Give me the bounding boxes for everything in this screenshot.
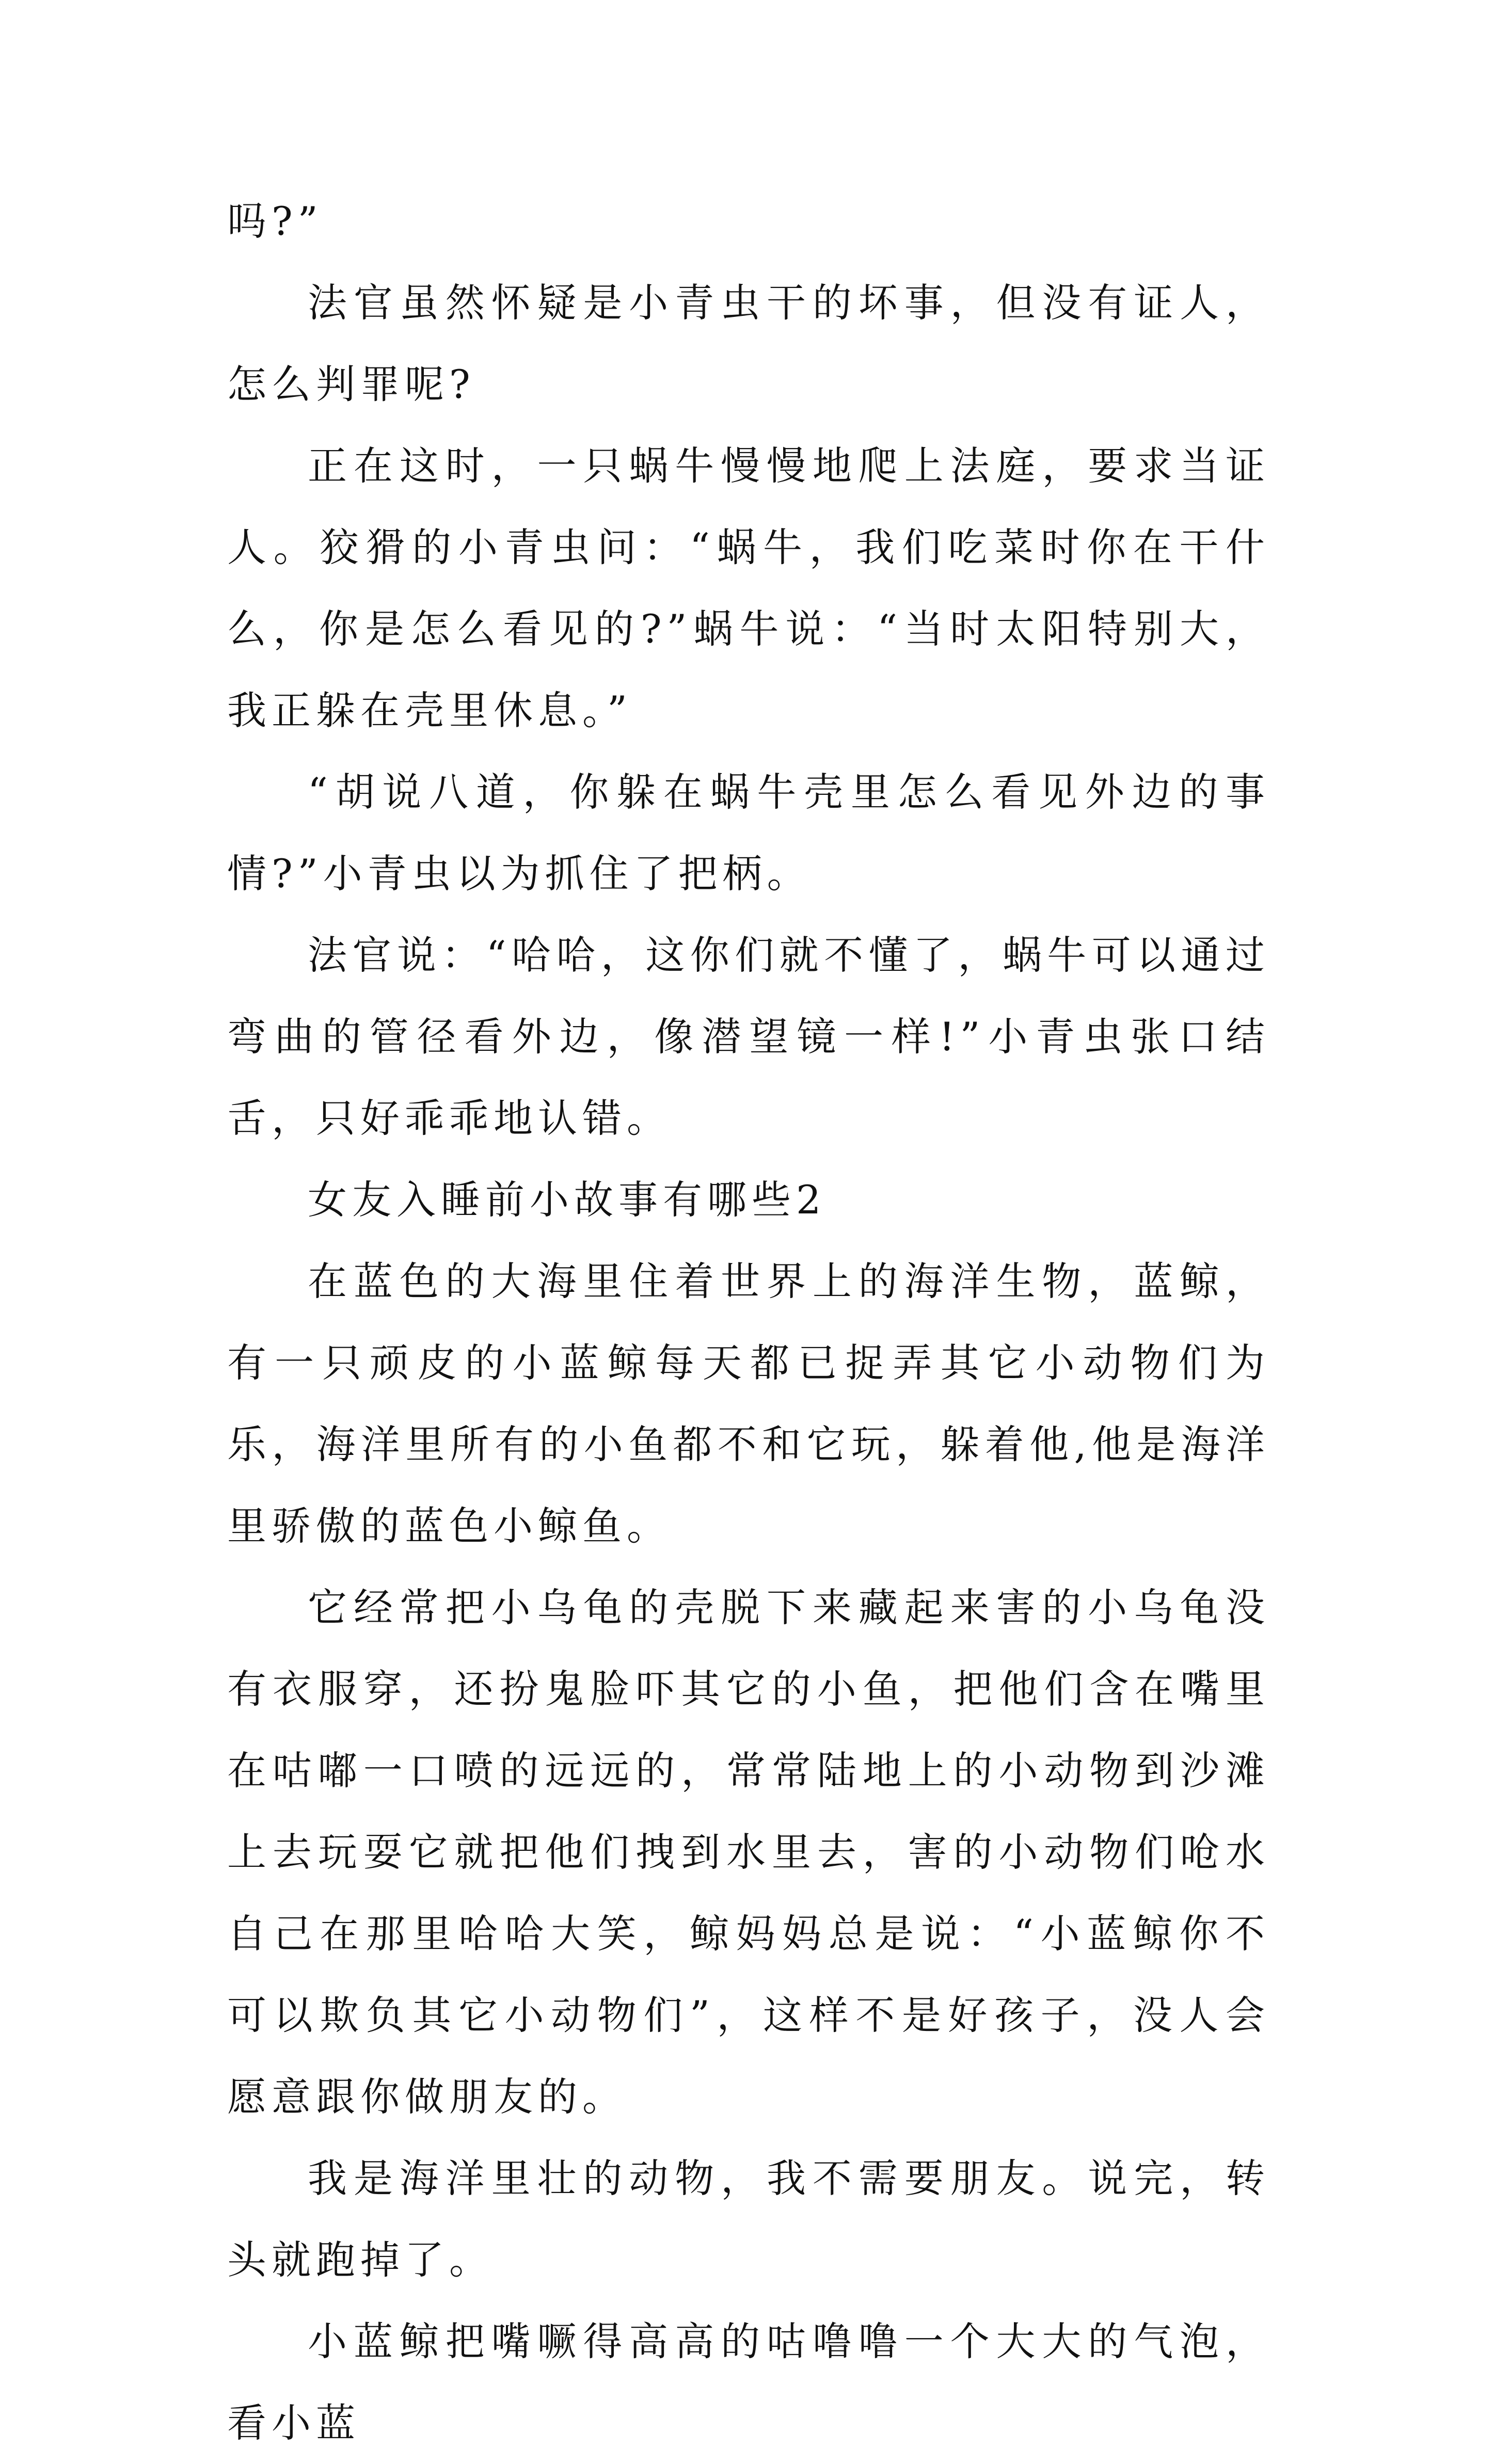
paragraph: 吗?” xyxy=(227,198,323,244)
paragraph: 它经常把小乌龟的壳脱下来藏起来害的小乌龟没有衣服穿，还扮鬼脸吓其它的小鱼，把他们含在嘴里在咕嘟一口喷的远远的，常常陆地上的小动物到沙滩上去玩耍它就把他们拽到水里去，害的小动物们呛水自己在那里哈哈大笑，鲸妈妈总是说：“小蓝鲸你不可以欺负其它小动物们”，这样不是好孩子，没人会愿意跟你做朋友的。 xyxy=(227,1585,1270,2120)
section-heading: 女友入睡前小故事有哪些2 xyxy=(308,1177,827,1223)
story-text xyxy=(227,181,1270,2464)
paragraph: 小蓝鲸把嘴噘得高高的咕噜噜一个大大的气泡，看小蓝 xyxy=(227,2318,1270,2446)
paragraph: 法官虽然怀疑是小青虫干的坏事，但没有证人，怎么判罪呢? xyxy=(227,280,1270,407)
paragraph: “胡说八道，你躲在蜗牛壳里怎么看见外边的事情?”小青虫以为抓住了把柄。 xyxy=(227,769,1270,897)
paragraph: 正在这时，一只蜗牛慢慢地爬上法庭，要求当证人。狡猾的小青虫问：“蜗牛，我们吃菜时你在干什么，你是怎么看见的?”蜗牛说：“当时太阳特别大，我正躲在壳里休息。” xyxy=(227,443,1270,733)
paragraph: 法官说：“哈哈，这你们就不懂了，蜗牛可以通过弯曲的管径看外边，像潜望镜一样!”小青虫张口结舌，只好乖乖地认错。 xyxy=(227,932,1270,1141)
paragraph: 我是海洋里壮的动物，我不需要朋友。说完，转头就跑掉了。 xyxy=(227,2155,1270,2283)
paragraph: 在蓝色的大海里住着世界上的海洋生物，蓝鲸，有一只顽皮的小蓝鲸每天都已捉弄其它小动物们为乐，海洋里所有的小鱼都不和它玩，躲着他,他是海洋里骄傲的蓝色小鲸鱼。 xyxy=(227,1258,1270,1549)
